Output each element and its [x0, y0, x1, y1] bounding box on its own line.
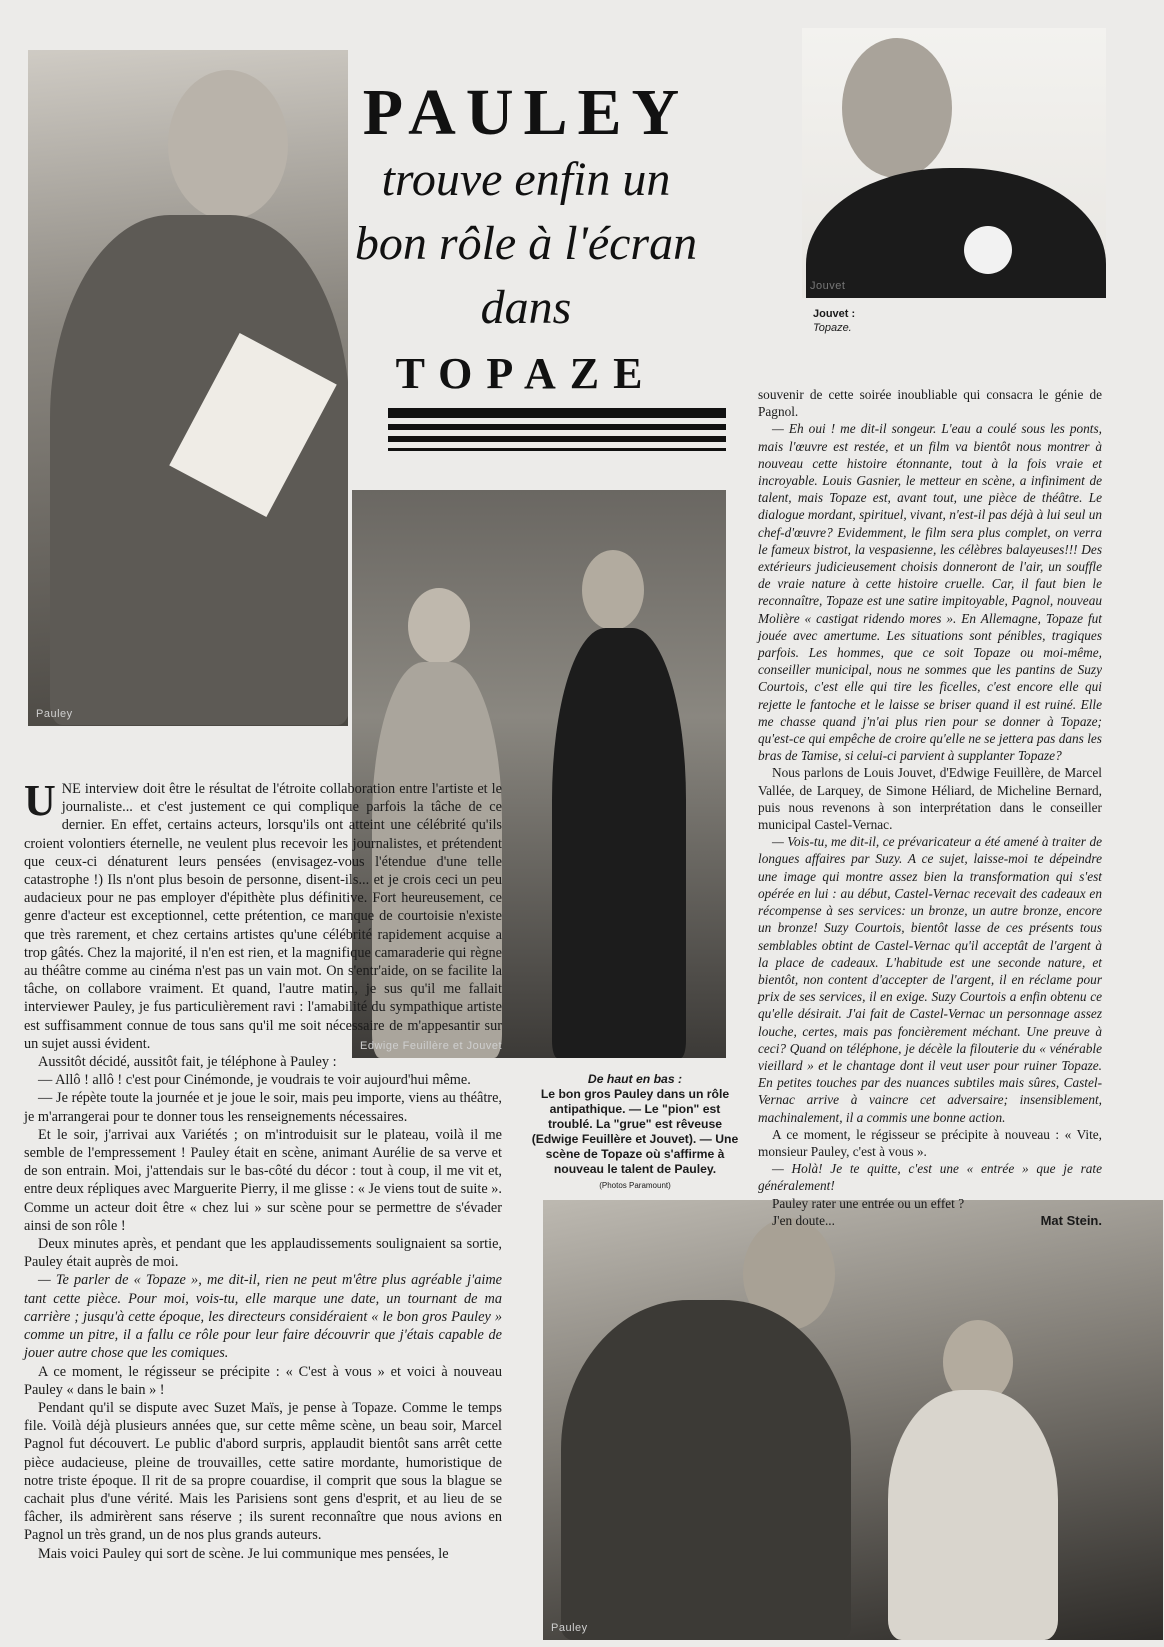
text-p4: — Je répète toute la journée et je joue le soir, mais peu importe, viens au théâtre, je m'arrangerai pour te donner tous les renseignements nécessaires.: [24, 1090, 502, 1125]
jouvet-head-shape: [842, 38, 952, 178]
photo-label: Jouvet: [810, 280, 846, 292]
text-r6: — Holà! Je te quitte, c'est une « entrée » que je rate généralement!: [758, 1161, 1102, 1194]
caption-middle: [530, 1072, 740, 1190]
caption-jouvet-name: Jouvet :: [813, 308, 856, 320]
photo-pauley-portrait: [28, 50, 348, 726]
text-r3: Nous parlons de Louis Jouvet, d'Edwige Feuillère, de Marcel Vallée, de Larquey, de Simone Héliard, de Micheline Bernard, puis nous revenons à son interprétation dans le conseiller municipal Castel-Vernac.: [758, 765, 1102, 833]
text-r7: Pauley rater une entrée ou un effet ?: [772, 1195, 965, 1211]
jouvet-flower-shape: [964, 226, 1012, 274]
title-line-2: trouve enfin un: [381, 153, 671, 206]
text-p8: A ce moment, le régisseur se précipite : « C'est à vous » et voici à nouveau Pauley « dans le bain » !: [24, 1363, 502, 1398]
article-title: [322, 78, 730, 402]
text-p1: NE interview doit être le résultat de l'étroite collaboration entre l'artiste et le journaliste... et c'est justement ce qui complique parfois la tâche de ce dernier. En effet, certains acteurs, lorsqu'ils ont atteint une célébrité qu'ils croient volontiers éternelle, ne veulent plus recevoir les journalistes, et prétendent que ceux-ci dénaturent leurs pensées (envisagez-vous l'étendue d'une telle catastrophe !) Ils n'ont plus besoin de personne, disent-ils... et je crois ceci un peu audacieux pour ne pas employer d'épithète plus définitive. Fort heureusement, ce genre d'acteur est exceptionnel, cette prétention, ce manque de courtoisie n'existe que très rarement, et chez certains artistes qu'une célébrité rapidement acquise a trop gâtés. Chez la majorité, il n'en est rien, et la magnifique camaraderie qui règne au théâtre comme au cinéma n'est pas un vain mot. On s'entr'aide, on se facilite la tâche, on collabore vraiment. Et quand, l'autre matin, je sus qu'il me fallait interviewer Pauley, je fus particulièrement ravi : l'amabilité du sympathique artiste est suffisamment connue de tous sans qu'il me soit nécessaire de m'appesantir sur un sujet aussi évident.: [24, 781, 502, 1052]
photo-label: Edwige Feuillère et Jouvet: [360, 1040, 503, 1052]
text-r8-body: J'en doute...: [772, 1212, 835, 1228]
caption-middle-heading: De haut en bas :: [587, 1072, 683, 1086]
text-r2: — Eh oui ! me dit-il songeur. L'eau a coulé sous les ponts, mais l'œuvre est restée, et un film va bientôt nous montrer à nouveau cette histoire étonnante, tout à la fois vraie et incroyable. Louis Gasnier, le metteur en scène, a infiniment de talent, mais Topaze est, avant tout, une pièce de théâtre. Le dialogue mordant, spirituel, vivant, n'est-il pas déjà à lui seul un chef-d'œuvre? Evidemment, le film sera plus complet, on verra le fameux bistrot, la vespasienne, les célèbres balayeuses!!! Des extérieurs judicieusement choisis donneront de l'air, un souffle de vraie nature à cette histoire cruelle. Car, il faut bien le reconnaître, Topaze est une satire impitoyable, Pagnol, nouveau Molière « castigat ridendo mores ». En Allemagne, Topaze fut jouée avec amertume. Les situations sont pénibles, tragiques parfois. Les hommes, que ce soit Topaze ou moi-même, conseiller municipal, nous ne sommes que les pantins de Suzy Courtois, c'est elle qui tire les ficelles, c'est encore elle qui rejette le fantoche et le laisse se briser quand il est ruiné. Elle me chasse quand j'n'ai plus rien pour se donner à Topaze; qu'est-ce qui empêche de croire qu'elle ne se jettera pas dans les bras de Tamise, si celui-ci parvient à supplanter Topaze?: [758, 421, 1102, 764]
photo-label: Pauley: [36, 708, 73, 720]
text-r1: souvenir de cette soirée inoubliable qui consacra le génie de Pagnol.: [758, 387, 1102, 420]
text-p9: Pendant qu'il se dispute avec Suzet Maïs, je pense à Topaze. Comme le temps file. Voilà déjà plusieurs années que, sur cette même scène, un beau soir, Marcel Pagnol fut découvert. Le public d'abord surpris, applaudit bientôt sans arrêt cette pièce audacieuse, pleine de trouvailles, cette satire mordante, humoristique de notre triste époque. Il rit de sa propre couardise, il comprit que sous la blague se cachait plus d'une vérité. Mais les Parisiens sont gens d'esprit, et au lieu de se fâcher, ils admirèrent sans réserve ; ils surent reconnaître que nous avions en Pagnol un très grand, un de nos plus grands auteurs.: [24, 1399, 502, 1544]
text-p3: — Allô ! allô ! c'est pour Cinémonde, je voudrais te voir aujourd'hui même.: [38, 1072, 471, 1089]
text-p10: Mais voici Pauley qui sort de scène. Je lui communique mes pensées, le: [38, 1545, 449, 1562]
title-pauley: PAULEY: [362, 76, 690, 149]
text-p6: Deux minutes après, et pendant que les applaudissements soulignaient sa sortie, Pauley était auprès de moi.: [24, 1236, 502, 1271]
title-topaze: TOPAZE: [395, 349, 657, 398]
text-p7: — Te parler de « Topaze », me dit-il, rien ne peut m'être plus agréable j'aime tant cette pièce. Pour moi, vois-tu, elle marque une date, un tournant de ma carrière ; jusqu'à cette époque, les directeurs considéraient « le bon gros Pauley » comme un pitre, il a fallu ce rôle pour leur faire découvrir que j'étais capable de jouer autre chose que les comiques.: [24, 1272, 502, 1362]
photo-jouvet-portrait: [802, 28, 1106, 298]
woman-body-shape: [888, 1390, 1058, 1640]
text-r5: A ce moment, le régisseur se précipite à nouveau : « Vite, monsieur Pauley, c'est à vous ».: [758, 1126, 1102, 1159]
dropcap: U: [24, 776, 56, 825]
photo-credit: (Photos Paramount): [599, 1181, 671, 1190]
caption-middle-text: Le bon gros Pauley dans un rôle antipathique. — Le "pion" est troublé. La "grue" est rêveuse (Edwige Feuillère et Jouvet). — Une scène de Topaze où s'affirme à nouveau le talent de Pauley.: [531, 1087, 739, 1176]
caption-jouvet: [813, 307, 855, 335]
author-signature: Mat Stein.: [1040, 1212, 1102, 1228]
article-right-column: [758, 386, 1102, 1229]
article-intro-paragraph: [24, 776, 502, 1053]
title-rules-decoration: [388, 408, 726, 457]
jouvet-scene-head-shape: [582, 550, 644, 630]
text-p5: Et le soir, j'arrivai aux Variétés ; on m'introduisit sur le plateau, voilà il me semble de l'empressement ! Pauley était en scène, animant Aurélie de sa verve et de son entrain. Moi, j'attendais sur le bas-côté du décor : tout à coup, il me vit et, entre deux répliques avec Marguerite Pierry, il me glisse : « Je viens tout de suite ». Comme un acteur doit être « chez lui » sur scène pour se permettre de s'évader ainsi de son rôle !: [24, 1126, 502, 1234]
jouvet-body-shape: [806, 168, 1106, 298]
pauley-bottom-body-shape: [561, 1300, 851, 1640]
jouvet-scene-body-shape: [552, 628, 686, 1058]
title-line-3: bon rôle à l'écran: [354, 217, 698, 270]
text-r4: — Vois-tu, me dit-il, ce prévaricateur a été amené à traiter de longues affaires par Suzy. A ce sujet, laisse-moi te dépeindre une image qui montre assez bien la transformation qui s'est opérée en lui : au début, Castel-Vernac recevait des cadeaux en récompense à ses services: un bronze, un autre bronze, encore un bronze! Suzy Courtois, bientôt lasse de ces présents tous semblables obtint de Castel-Vernac qu'il acceptât de l'argent à la place de cadeaux. L'habitude est une seconde nature, et bientôt, non content d'accepter de l'argent, il en réclame pour prix de ses services, il en exige. Suzy Courtois a enfin obtenu ce qu'elle désirait. J'ai fait de Castel-Vernac un personnage assez louche, certes, mais pas foncièrement méchant. Une preuve à ceci? Quand on téléphone, je décèle la filouterie du « vénérable vieillard » et le chantage dont il veut user pour ruiner Topaze. En petites touches par des nuances subtiles mais sûres, Castel-Vernac arrive à vaincre cet adversaire; insensiblement, machinalement, il a commis une bonne action.: [758, 834, 1102, 1125]
text-r8: [758, 1212, 1102, 1229]
title-line-4: dans: [480, 281, 572, 334]
pauley-head-shape: [168, 70, 288, 220]
article-left-column: [24, 776, 502, 1563]
photo-scene-pauley-bottom: [543, 1200, 1163, 1640]
feuillere-head-shape: [408, 588, 470, 664]
photo-label: Pauley: [551, 1622, 588, 1634]
text-p2: Aussitôt décidé, aussitôt fait, je téléphone à Pauley :: [38, 1054, 337, 1071]
caption-jouvet-role: Topaze.: [813, 322, 852, 334]
